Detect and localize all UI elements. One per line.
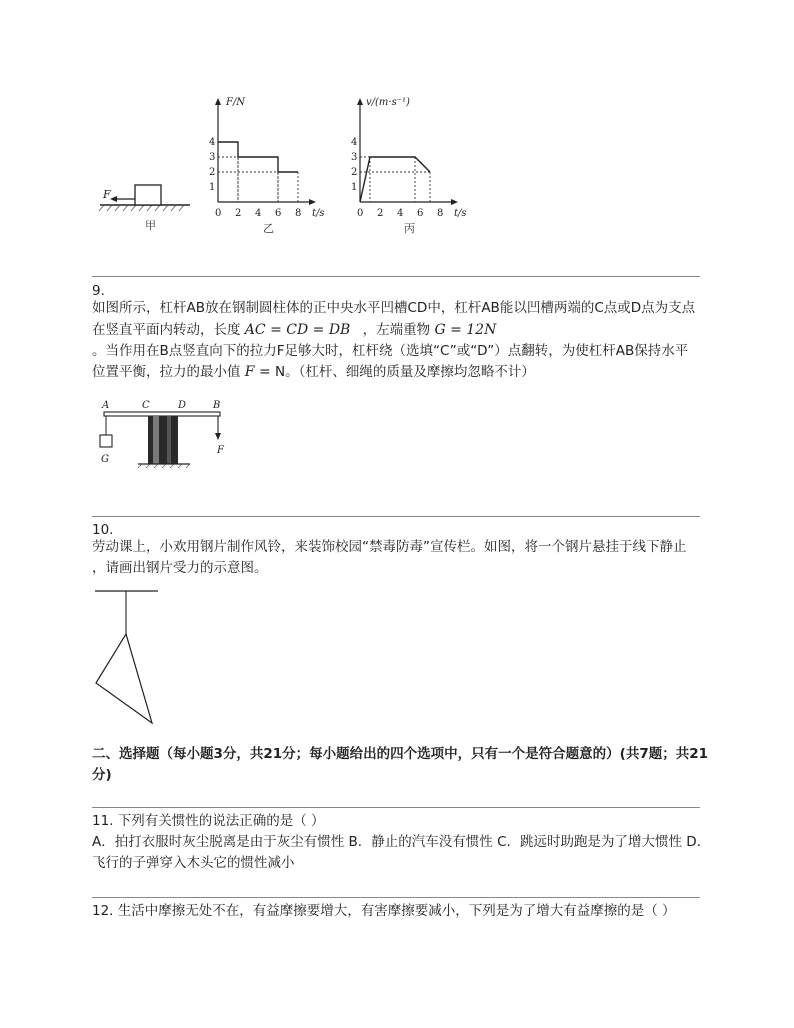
math-expression: F = [244,364,271,380]
question-11-options-cont: 飞行的子弹穿入木头它的惯性减小 [92,855,295,871]
y-axis-label-bing: v/(m·s⁻¹) [366,97,410,108]
y-tick-label: 4 [209,137,216,148]
x-tick-label: 8 [295,208,302,219]
y-tick-label: 1 [209,182,216,193]
label-b: B [213,400,221,411]
section-2-heading: 二、选择题（每小题3分，共21分；每小题给出的四个选项中，只有一个是符合题意的）(共7题；共21 [92,746,709,762]
figure-jia [99,185,190,232]
y-tick-label: 2 [209,167,216,178]
x-tick-label: 4 [255,208,262,219]
label-a: A [102,400,110,411]
caption-bing: 丙 [404,222,415,235]
question-9-text: 位置平衡，拉力的最小值 [92,364,241,380]
figure-top [90,92,490,237]
y-tick-label: 3 [209,152,216,163]
math-expression: AC = CD = DB [244,322,351,338]
label-g: G [101,454,109,465]
question-10-line1: 劳动课上，小欢用钢片制作风铃，来装饰校园“禁毒防毒”宣传栏。如图，将一个钢片悬挂于线下静止 [92,539,687,555]
y-tick-label: 3 [351,152,358,163]
x-axis-label-yi: t/s [312,208,325,219]
question-9-line3: 。当作用在B点竖直向下的拉力F足够大时，杠杆绕（选填“C”或“D”）点翻转，为使杠杆AB保持水平 [92,343,689,359]
divider [92,897,700,898]
question-11-line1: 11. 下列有关惯性的说法正确的是（ ） [92,813,325,829]
x-tick-label: 8 [437,208,444,219]
series-line [360,157,430,202]
question-9-line1: 如图所示，杠杆AB放在钢制圆柱体的正中央水平凹槽CD中，杠杆AB能以凹槽两端的C点或D点为支点 [92,300,696,316]
question-9-text: N。（杠杆、细绳的质量及摩擦均忽略不计） [275,364,535,380]
x-tick-label: 2 [377,208,384,219]
question-number-10: 10. [92,522,114,538]
y-tick-label: 4 [351,137,358,148]
x-tick-label: 2 [235,208,242,219]
force-label-jia: F [103,188,111,201]
label-c: C [142,400,150,411]
section-2-heading-cont: 分) [92,767,112,783]
caption-yi: 乙 [263,222,274,235]
y-tick-label: 2 [351,167,358,178]
lever-figure [92,398,232,470]
caption-jia: 甲 [145,219,156,232]
question-9-line4 [92,361,535,383]
x-tick-label: 4 [397,208,404,219]
question-9-text: ，左端重物 [362,322,431,338]
y-axis-label-yi: F/N [226,97,246,108]
figure-bing [351,97,467,235]
label-f: F [217,445,224,456]
wind-chime-figure [92,586,162,726]
x-axis-label-bing: t/s [454,208,467,219]
x-tick-label: 6 [275,208,282,219]
yi-plot-area [218,142,298,202]
question-9-line2 [92,319,496,341]
figure-yi [209,97,325,235]
label-d: D [178,400,187,411]
y-tick-label: 1 [351,182,358,193]
divider [92,276,700,277]
question-9-text: 在竖直平面内转动，长度 [92,322,241,338]
x-tick-label: 0 [215,208,222,219]
question-11-options: A．拍打衣服时灰尘脱离是由于灰尘有惯性 B．静止的汽车没有惯性 C．跳远时助跑是为了增大惯性 D． [92,834,711,850]
question-12-line1: 12. 生活中摩擦无处不在，有益摩擦要增大，有害摩擦要减小，下列是为了增大有益摩擦的是（ ） [92,903,676,919]
x-tick-label: 0 [357,208,364,219]
bing-plot-area [360,157,430,202]
divider [92,807,700,808]
x-tick-label: 6 [417,208,424,219]
question-number-9: 9. [92,283,105,299]
math-expression: G = 12N [434,322,497,338]
divider [92,516,700,517]
question-10-line2: ，请画出钢片受力的示意图。 [92,560,268,576]
